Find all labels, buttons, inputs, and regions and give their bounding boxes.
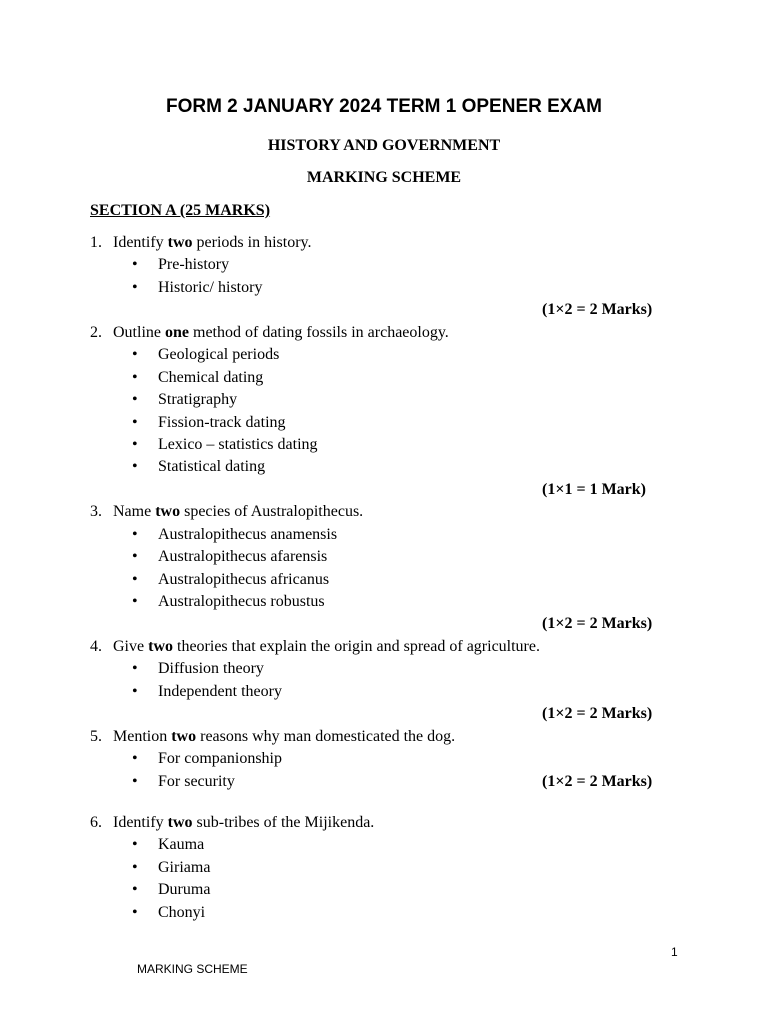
answer-text: Lexico – statistics dating xyxy=(158,435,318,453)
answer-text: Australopithecus robustus xyxy=(158,593,325,610)
question-text-lead: Name xyxy=(113,503,156,521)
question-number: 2. xyxy=(90,323,102,341)
question-number: 3. xyxy=(90,503,102,521)
marks-row xyxy=(90,479,680,501)
answer-item xyxy=(90,277,680,299)
bullet-icon: • xyxy=(132,346,138,364)
answer-text: Australopithecus afarensis xyxy=(158,548,328,566)
answer-item xyxy=(90,902,680,924)
question-text-rest: method of dating fossils in archaeology. xyxy=(189,323,449,341)
question-text-rest: reasons why man domesticated the dog. xyxy=(196,727,456,745)
question-text-lead: Identify xyxy=(113,813,168,831)
answer-text: Geological periods xyxy=(158,346,280,364)
answer-text: For security xyxy=(158,772,235,790)
bullet-icon: • xyxy=(132,682,138,700)
question-number: 4. xyxy=(90,637,102,655)
marks-allocation: (1×2 = 2 Marks) xyxy=(542,301,653,319)
answer-text: Giriama xyxy=(158,858,211,876)
answer-text: Chonyi xyxy=(158,903,206,921)
question-number: 5. xyxy=(90,727,102,745)
answer-item xyxy=(90,524,680,546)
question-text-lead: Mention xyxy=(113,727,172,745)
answer-text: Australopithecus anamensis xyxy=(158,525,338,543)
question-item xyxy=(90,812,680,834)
section-heading: SECTION A (25 MARKS) xyxy=(90,202,271,219)
question-item xyxy=(90,232,680,254)
question-number: 1. xyxy=(90,234,102,251)
answer-item xyxy=(90,367,680,389)
question-text-lead: Outline xyxy=(113,323,165,341)
question-item xyxy=(90,726,680,748)
answer-item xyxy=(90,546,680,568)
bullet-icon: • xyxy=(132,881,138,899)
answer-item xyxy=(90,771,680,793)
marks-allocation: (1×2 = 2 Marks) xyxy=(542,615,653,633)
questions-list xyxy=(90,232,680,924)
answer-item xyxy=(90,748,680,770)
answer-text: Chemical dating xyxy=(158,368,264,386)
bullet-icon: • xyxy=(132,278,138,296)
answer-item xyxy=(90,569,680,591)
question-emphasis: two xyxy=(167,813,193,831)
question-emphasis: two xyxy=(155,503,181,521)
answer-item xyxy=(90,434,680,456)
answer-text: Kauma xyxy=(158,836,205,854)
answer-item xyxy=(90,879,680,901)
answer-text: Statistical dating xyxy=(158,458,266,476)
question-text xyxy=(113,726,455,748)
question-text-rest: species of Australopithecus. xyxy=(180,503,364,521)
bullet-icon: • xyxy=(132,570,138,588)
question-text-rest: theories that explain the origin and spread of agriculture. xyxy=(173,637,540,655)
subject-heading: HISTORY AND GOVERNMENT xyxy=(267,137,501,154)
answer-text: Pre-history xyxy=(158,256,230,274)
page-number: 1 xyxy=(671,945,678,959)
question-emphasis: two xyxy=(171,727,197,745)
bullet-icon: • xyxy=(132,391,138,409)
bullet-icon: • xyxy=(132,548,138,566)
answer-item xyxy=(90,456,680,478)
bullet-icon: • xyxy=(132,836,138,854)
question-emphasis: one xyxy=(165,323,189,341)
answer-item xyxy=(90,681,680,703)
question-item xyxy=(90,501,680,523)
question-number: 6. xyxy=(90,813,102,831)
question-text xyxy=(113,501,363,523)
bullet-icon: • xyxy=(132,903,138,921)
marks-row xyxy=(90,299,680,321)
bullet-icon: • xyxy=(132,256,138,274)
marks-allocation: (1×2 = 2 Marks) xyxy=(542,772,653,790)
marks-allocation: (1×2 = 2 Marks) xyxy=(542,705,653,723)
bullet-icon: • xyxy=(132,413,138,431)
exam-title: FORM 2 JANUARY 2024 TERM 1 OPENER EXAM xyxy=(165,96,603,117)
bullet-icon: • xyxy=(132,458,138,476)
bullet-icon: • xyxy=(132,858,138,876)
marks-row xyxy=(90,613,680,635)
marks-allocation: (1×1 = 1 Mark) xyxy=(542,480,646,498)
question-text xyxy=(113,812,374,834)
question-item xyxy=(90,322,680,344)
bullet-icon: • xyxy=(132,435,138,453)
document-type-heading: MARKING SCHEME xyxy=(306,169,462,186)
answer-item xyxy=(90,857,680,879)
answer-text: Duruma xyxy=(158,881,211,899)
answer-text: Fission-track dating xyxy=(158,413,286,431)
question-text-rest: periods in history. xyxy=(192,234,312,251)
answer-item xyxy=(90,834,680,856)
bullet-icon: • xyxy=(132,593,138,610)
answer-text: Historic/ history xyxy=(158,278,263,296)
question-emphasis: two xyxy=(148,637,173,655)
answer-item xyxy=(90,591,680,613)
spacer xyxy=(90,793,680,812)
question-item xyxy=(90,636,680,658)
answer-item xyxy=(90,344,680,366)
question-text xyxy=(113,232,312,254)
answer-item xyxy=(90,389,680,411)
bullet-icon: • xyxy=(132,368,138,386)
question-text-rest: sub-tribes of the Mijikenda. xyxy=(192,813,375,831)
answer-text: Independent theory xyxy=(158,682,282,700)
bullet-icon: • xyxy=(132,772,138,790)
question-text xyxy=(113,322,449,344)
bullet-icon: • xyxy=(132,660,138,678)
answer-text: Stratigraphy xyxy=(158,391,238,409)
marks-row xyxy=(90,703,680,725)
question-text xyxy=(113,636,540,658)
answer-item xyxy=(90,412,680,434)
answer-item xyxy=(90,254,680,276)
answer-text: Diffusion theory xyxy=(158,660,264,678)
question-text-lead: Give xyxy=(113,637,149,655)
question-text-lead: Identify xyxy=(113,234,168,251)
answer-text: Australopithecus africanus xyxy=(158,570,330,588)
bullet-icon: • xyxy=(132,750,138,768)
answer-text: For companionship xyxy=(158,750,282,768)
footer-text: MARKING SCHEME xyxy=(137,962,248,976)
bullet-icon: • xyxy=(132,525,138,543)
answer-item xyxy=(90,658,680,680)
question-emphasis: two xyxy=(167,234,193,251)
